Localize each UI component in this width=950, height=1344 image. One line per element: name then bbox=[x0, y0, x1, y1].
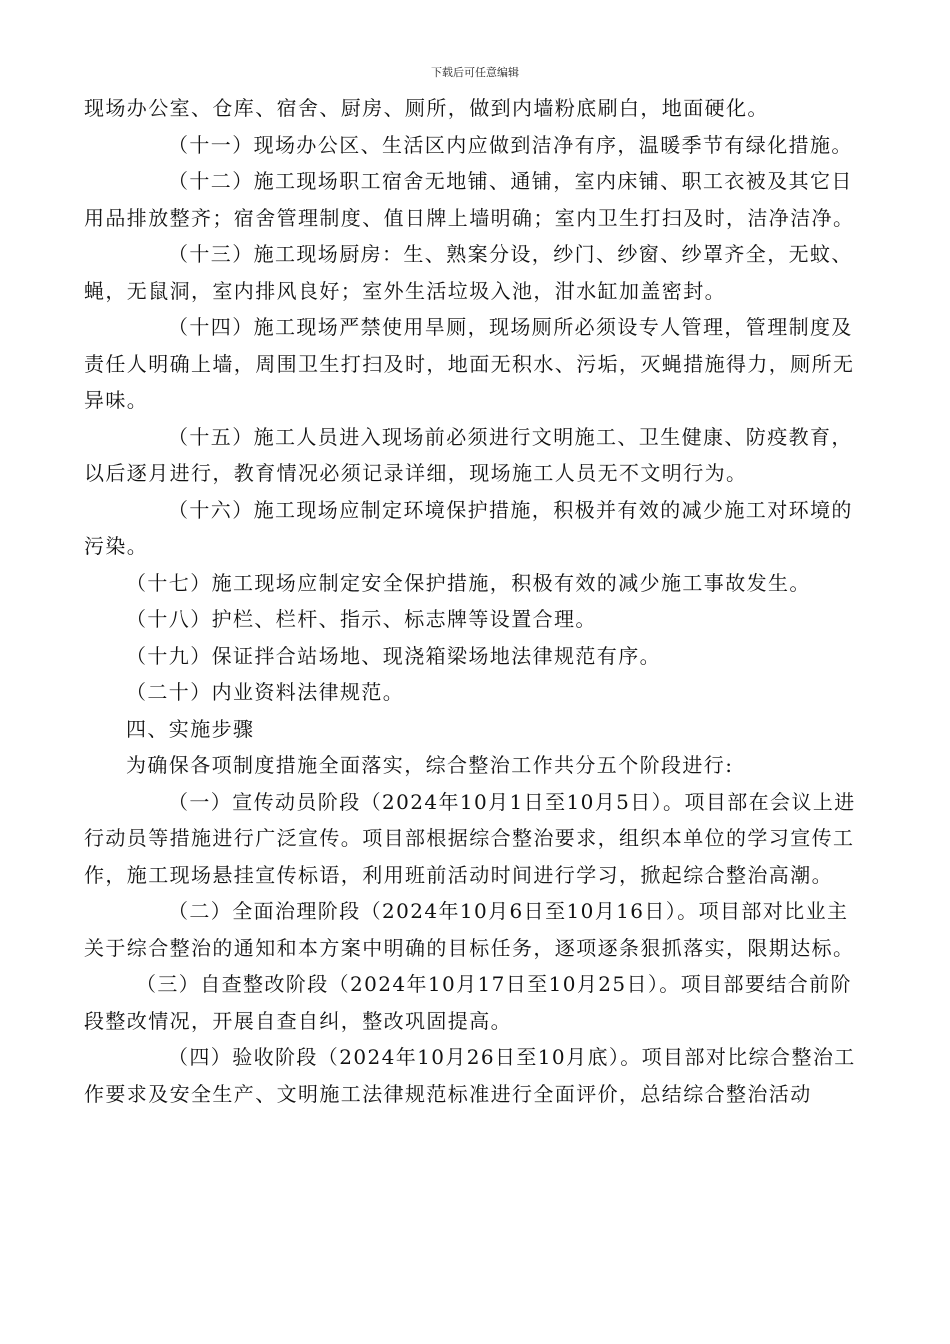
paragraph-item-17: （十七）施工现场应制定安全保护措施，积极有效的减少施工事故发生。 bbox=[126, 570, 811, 595]
document-body bbox=[84, 90, 869, 1112]
paragraph-item-12: （十二）施工现场职工宿舍无地铺、通铺，室内床铺、职工衣被及其它日用品排放整齐；宿舍管理制度、值日牌上墙明确；室内卫生打扫及时，洁净洁净。 bbox=[84, 169, 855, 230]
paragraph-phase-4: （四）验收阶段（2024年10月26日至10月底）。项目部对比综合整治工作要求及安全生产、文明施工法律规范标准进行全面评价，总结综合整治活动 bbox=[84, 1045, 856, 1106]
section-heading: 四、实施步骤 bbox=[126, 716, 255, 741]
page-header: 下载后可任意编辑 bbox=[431, 66, 519, 79]
paragraph-phase-1: （一）宣传动员阶段（2024年10月1日至10月5日）。项目部在会议上进行动员等措施进行广泛宣传。项目部根据综合整治要求，组织本单位的学习宣传工作，施工现场悬挂宣传标语，利用班前活动时间进行学习，掀起综合整治高潮。 bbox=[84, 789, 856, 887]
paragraph-intro: 为确保各项制度措施全面落实，综合整治工作共分五个阶段进行: bbox=[126, 753, 734, 777]
paragraph-continuation: 现场办公室、仓库、宿舍、厨房、厕所，做到内墙粉底刷白，地面硬化。 bbox=[84, 96, 769, 120]
paragraph-item-13: （十三）施工现场厨房：生、熟案分设，纱门、纱窗、纱罩齐全，无蚊、蝇，无鼠洞，室内排风良好；室外生活垃圾入池，泔水缸加盖密封。 bbox=[84, 242, 853, 303]
paragraph-item-19: （十九）保证拌合站场地、现浇箱梁场地法律规范有序。 bbox=[126, 643, 661, 668]
paragraph-item-15: （十五）施工人员进入现场前必须进行文明施工、卫生健康、防疫教育，以后逐月进行，教育情况必须记录详细，现场施工人员无不文明行为。 bbox=[84, 424, 853, 485]
paragraph-item-14: （十四）施工现场严禁使用旱厕，现场厕所必须设专人管理，管理制度及责任人明确上墙，周围卫生打扫及时，地面无积水、污垢，灭蝇措施得力，厕所无异味。 bbox=[84, 315, 855, 412]
paragraph-item-18: （十八）护栏、栏杆、指示、标志牌等设置合理。 bbox=[126, 607, 597, 631]
paragraph-phase-3: （三）自查整改阶段（2024年10月17日至10月25日）。项目部要结合前阶段整改情况，开展自查自纠，整改巩固提高。 bbox=[84, 972, 852, 1033]
paragraph-item-16: （十六）施工现场应制定环境保护措施，积极并有效的减少施工对环境的污染。 bbox=[84, 497, 853, 558]
paragraph-phase-2: （二）全面治理阶段（2024年10月6日至10月16日）。项目部对比业主关于综合整治的通知和本方案中明确的目标任务，逐项逐条狠抓落实，限期达标。 bbox=[84, 899, 855, 960]
paragraph-item-11: （十一）现场办公区、生活区内应做到洁净有序，温暖季节有绿化措施。 bbox=[168, 132, 853, 157]
paragraph-item-20: （二十）内业资料法律规范。 bbox=[126, 680, 405, 704]
